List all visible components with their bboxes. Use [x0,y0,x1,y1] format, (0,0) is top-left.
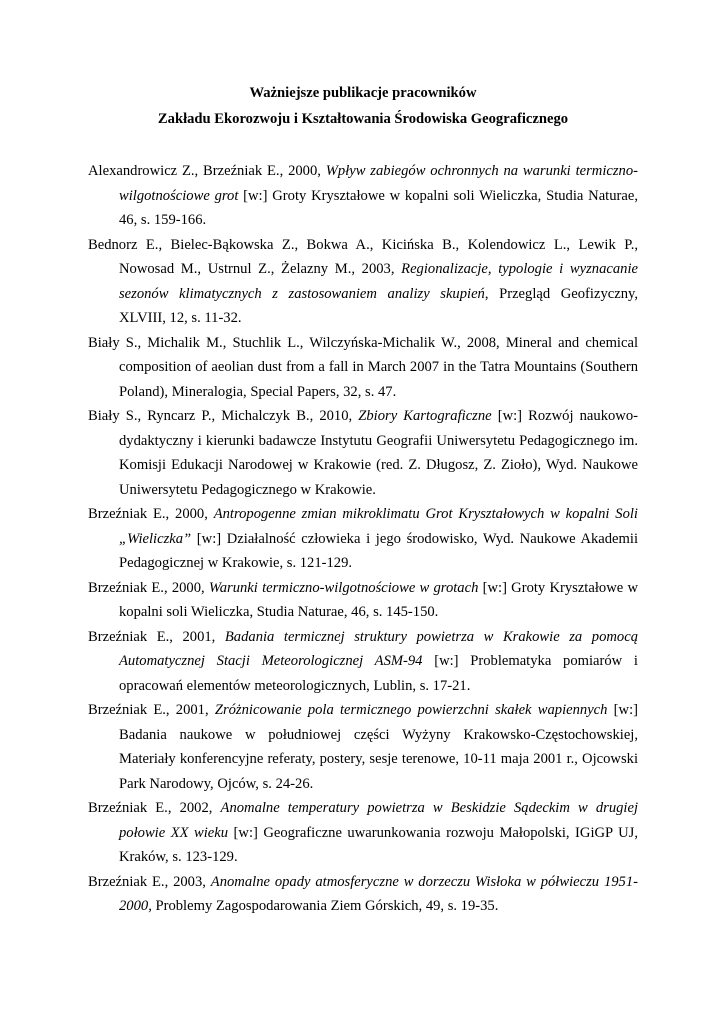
reference-source: [w:] Badania naukowe w południowej części Wyżyny Krakowsko-Częstochowskiej, Materiały konferencyjne referaty, postery, sesje terenowe, 10-11 maja 2001 r., Ojcowski Park Narodowy, Ojców, s. 24-26. [119,702,638,792]
reference-entry-6 [88,576,638,625]
reference-authors-year: Brzeźniak E., 2002, [88,800,221,816]
reference-entry-3 [88,331,638,405]
reference-title: Wpływ zabiegów ochronnych na warunki termiczno-wilgotnościowe grot [119,163,638,204]
reference-entry-2 [88,233,638,331]
document-page [88,80,638,919]
reference-entry-8 [88,698,638,796]
reference-title: Anomalne temperatury powietrza w Beskidzie Sądeckim w drugiej połowie XX wieku [119,800,638,841]
reference-authors-year: Brzeźniak E., 2000, [88,579,209,596]
title-spacer [88,132,638,159]
reference-title: Anomalne opady atmosferyczne w dorzeczu Wisłoka w półwieczu 1951-2000, [119,873,638,914]
reference-source: [w:] Groty Kryształowe w kopalni soli Wieliczka, Studia Naturae, 46, s. 145-150. [119,579,638,620]
reference-title: Badania termicznej struktury powietrza w Krakowie za pomocą Automatycznej Stacji Meteorologicznej ASM-94 [119,628,638,669]
reference-authors-year: Biały S., Ryncarz P., Michalczyk B., 2010, [88,408,359,424]
reference-entry-1 [88,159,638,233]
reference-authors-year: Biały S., Michalik M., Stuchlik L., Wilczyńska-Michalik W., 2008, Mineral and chemical composition of aeolian dust from a fall in March 2007 in the Tatra Mountains (Southern Poland), Mineralogia, Special Papers, 32, s. 47. [88,334,638,400]
reference-title: Antropogenne zmian mikroklimatu Grot Kryształowych w kopalni Soli „Wieliczka” [119,506,638,547]
reference-source: [w:] Działalność człowieka i jego środowisko, Wyd. Naukowe Akademii Pedagogicznej w Krakowie, s. 121-129. [119,530,638,571]
reference-authors-year: Alexandrowicz Z., Brzeźniak E., 2000, [88,163,326,179]
reference-title: Regionalizacje, typologie i wyznacanie sezonów klimatycznych z zastosowaniem analizy skupień [119,261,638,302]
document-title-line-1: Ważniejsze publikacje pracowników [249,85,477,101]
reference-entry-4 [88,404,638,502]
reference-list [88,159,638,919]
reference-authors-year: Bednorz E., Bielec-Bąkowska Z., Bokwa A., Kicińska B., Kolendowicz L., Lewik P., Nowosad M., Ustrnul Z., Żelazny M., 2003, [88,236,638,277]
reference-source: [w:] Geograficzne uwarunkowania rozwoju Małopolski, IGiGP UJ, Kraków, s. 123-129. [119,824,638,865]
reference-authors-year: Brzeźniak E., 2001, [88,702,215,718]
reference-source: Problemy Zagospodarowania Ziem Górskich, 49, s. 19-35. [151,898,499,914]
document-title-line-2: Zakładu Ekorozwoju i Kształtowania Środowiska Geograficznego [157,111,569,127]
reference-source: , Przegląd Geofizyczny, XLVIII, 12, s. 11-32. [119,285,638,326]
reference-title: Zróżnicowanie pola termicznego powierzchni skałek wapiennych [214,702,608,718]
reference-title: Warunki termiczno-wilgotnościowe w grotach [208,579,479,596]
reference-entry-10 [88,870,638,919]
reference-authors-year: Brzeźniak E., 2003, [88,873,211,890]
reference-source: [w:] Problematyka pomiarów i opracowań elementów meteorologicznych, Lublin, s. 17-21. [119,653,638,694]
reference-source: [w:] Groty Kryształowe w kopalni soli Wieliczka, Studia Naturae, 46, s. 159-166. [119,187,638,228]
reference-title: Zbiory Kartograficzne [358,408,492,424]
reference-entry-9 [88,796,638,870]
reference-source: [w:] Rozwój naukowo-dydaktyczny i kierunki badawcze Instytutu Geografii Uniwersytetu Pedagogicznego im. Komisji Edukacji Narodowej w Krakowie (red. Z. Długosz, Z. Zioło), Wyd. Naukowe Uniwersytetu Pedagogicznego w Krakowie. [119,408,638,498]
reference-authors-year: Brzeźniak E., 2000, [88,506,214,522]
reference-entry-7 [88,625,638,699]
reference-authors-year: Brzeźniak E., 2001, [88,628,225,645]
reference-entry-5 [88,502,638,576]
